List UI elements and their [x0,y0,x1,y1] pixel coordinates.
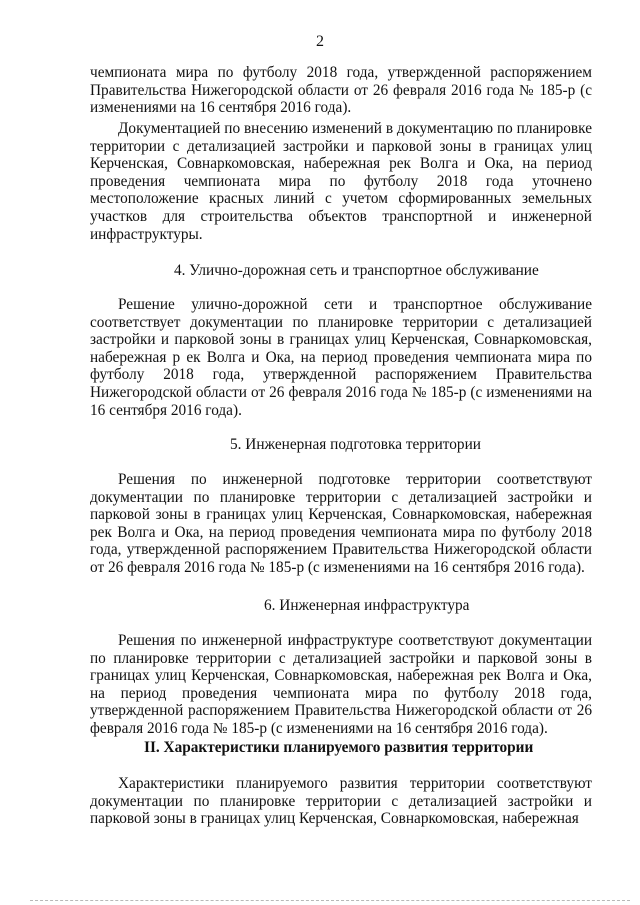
paragraph-red-lines: Документацией по внесению изменений в документацию по планировке территории с детализацией застройки и парковой зоны в границах улиц Керченская, Совнаркомовская, набережная рек Волга и Ока, на период проведения чемпионата мира по футболу 2018 года уточнено местоположение красных линий с учетом сформированных земельных участков для строительства объектов транспортной и инженерной инфраструктуры. [90,120,592,243]
paragraph-section-5: Решения по инженерной подготовке территории соответствуют документации по планировке территории с детализацией застройки и парковой зоны в границах улиц Керченская, Совнаркомовская, набережная рек Волга и Ока, на период проведения чемпионата мира по футболу 2018 года, утвержденной распоряжением Правительства Нижегородской области от 26 февраля 2016 года № 185-р (с изменениями на 16 сентября 2016 года). [90,471,592,576]
paragraph-section-4: Решение улично-дорожной сети и транспортное обслуживание соответствует документации по планировке территории с детализацией застройки и парковой зоны в границах улиц Керченская, Совнаркомовская, набережная р ек Волга и Ока, на период проведения чемпионата мира по футболу 2018 года, утвержденной распоряжением Правительства Нижегородской области от 26 февраля 2016 года № 185-р (с изменениями на 16 сентября 2016 года). [90,296,592,419]
heading-section-6: 6. Инженерная инфраструктура [264,597,470,614]
paragraph-section-6: Решения по инженерной инфраструктуре соответствуют документации по планировке территории с детализацией застройки и парковой зоны в границах улиц Керченская, Совнаркомовская, набережная рек Волга и Ока, на период проведения чемпионата мира по футболу 2018 года, утвержденной распоряжением Правительства Нижегородской области от 26 февраля 2016 года № 185-р (с изменениями на 16 сентября 2016 года). [90,632,592,737]
heading-section-4: 4. Улично-дорожная сеть и транспортное обслуживание [174,262,539,279]
heading-section-5: 5. Инженерная подготовка территории [230,436,481,453]
scan-bottom-edge [30,900,630,901]
paragraph-part-2: Характеристики планируемого развития территории соответствуют документации по планировке территории с детализацией застройки и парковой зоны в границах улиц Керченская, Совнаркомовская, набережная [90,775,592,828]
page-number: 2 [316,33,324,50]
heading-part-2: II. Характеристики планируемого развития территории [144,739,534,756]
paragraph-continuation: чемпионата мира по футболу 2018 года, утвержденной распоряжением Правительства Нижегородской области от 26 февраля 2016 года № 185-р (с изменениями на 16 сентября 2016 года). [90,64,592,117]
